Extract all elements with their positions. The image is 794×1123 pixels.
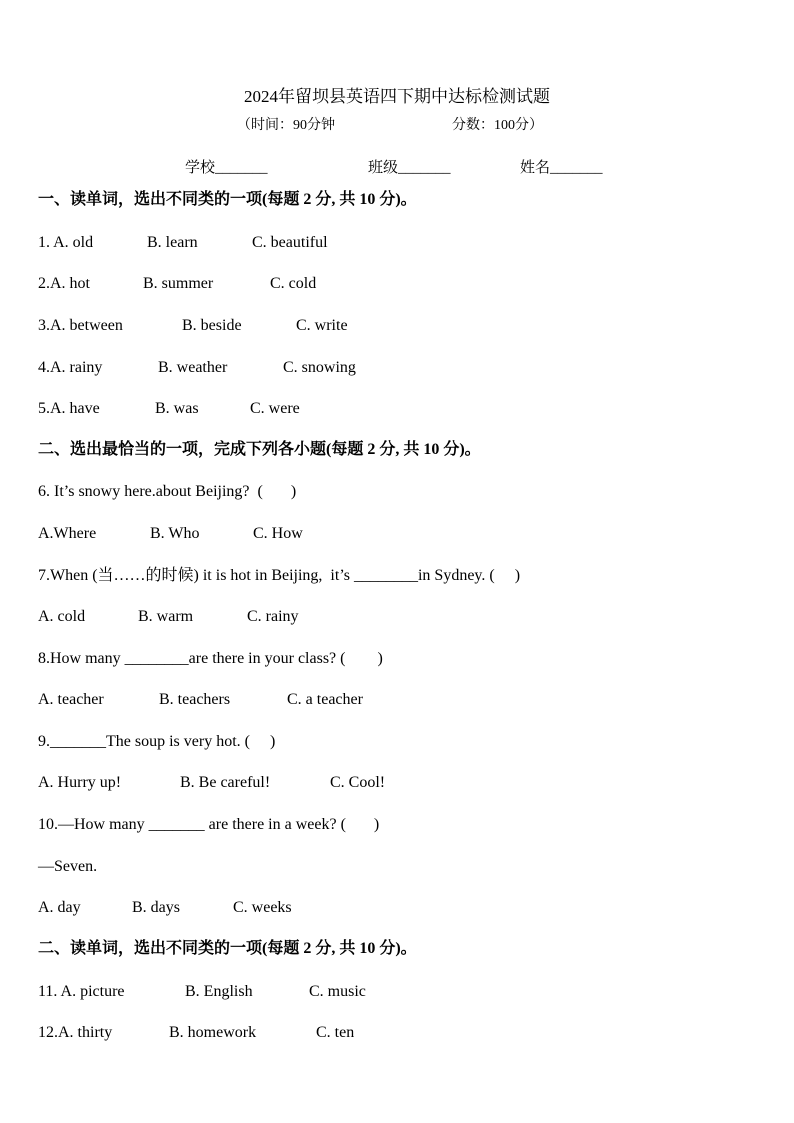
item-option-b: B. beside <box>182 317 242 334</box>
section-heading: 一、读单词，选出不同类的一项(每题 2 分, 共 10 分)。 <box>38 191 417 208</box>
option-b: B. teachers <box>159 691 231 708</box>
item-option-c: C. cold <box>270 275 317 292</box>
option-a: A. cold <box>38 608 86 625</box>
item-option-c: C. beautiful <box>252 234 328 251</box>
page-title: 2024年留坝县英语四下期中达标检测试题 <box>244 87 550 106</box>
option-c: C. weeks <box>233 899 292 916</box>
item-option-b: B. summer <box>143 275 214 292</box>
option-c: C. How <box>253 525 303 542</box>
class-field: 班级_______ <box>368 160 451 176</box>
option-b: B. Be careful! <box>180 774 271 791</box>
item-option-b: B. was <box>155 400 199 417</box>
item-option-b: B. English <box>185 983 253 1000</box>
item-option-a: 5.A. have <box>38 400 100 417</box>
item-option-c: C. ten <box>316 1024 355 1041</box>
option-a: A.Where <box>38 525 97 542</box>
question-extra: —Seven. <box>38 858 98 875</box>
item-option-a: 4.A. rainy <box>38 359 103 376</box>
question-stem: 7.When (当……的时候) it is hot in Beijing, it’s ________in Sydney. ( ) <box>38 567 521 584</box>
item-option-c: C. snowing <box>283 359 356 376</box>
section-heading: 二、读单词，选出不同类的一项(每题 2 分, 共 10 分)。 <box>38 940 417 957</box>
item-option-a: 12.A. thirty <box>38 1024 113 1041</box>
question-stem: 8.How many ________are there in your class? ( ) <box>38 650 383 667</box>
item-option-a: 3.A. between <box>38 317 123 334</box>
item-option-a: 11. A. picture <box>38 983 125 1000</box>
item-option-c: C. were <box>250 400 300 417</box>
score-info: 分数：100分） <box>452 118 543 133</box>
option-b: B. Who <box>150 525 200 542</box>
option-b: B. warm <box>138 608 194 625</box>
question-stem: 6. It’s snowy here.about Beijing? ( ) <box>38 483 297 500</box>
item-option-b: B. weather <box>158 359 228 376</box>
option-a: A. teacher <box>38 691 104 708</box>
section-heading: 二、选出最恰当的一项，完成下列各小题(每题 2 分, 共 10 分)。 <box>38 441 481 458</box>
time-info: （时间：90分钟 <box>237 118 335 133</box>
option-c: C. a teacher <box>287 691 363 708</box>
option-a: A. day <box>38 899 81 916</box>
option-c: C. Cool! <box>330 774 386 791</box>
item-option-c: C. music <box>309 983 366 1000</box>
option-c: C. rainy <box>247 608 299 625</box>
option-b: B. days <box>132 899 180 916</box>
item-option-a: 1. A. old <box>38 234 94 251</box>
option-a: A. Hurry up! <box>38 774 122 791</box>
item-option-a: 2.A. hot <box>38 275 90 292</box>
question-stem: 10.—How many _______ are there in a week? ( ) <box>38 816 380 833</box>
name-field: 姓名_______ <box>520 160 603 176</box>
school-field: 学校_______ <box>185 160 268 176</box>
item-option-b: B. learn <box>147 234 198 251</box>
item-option-b: B. homework <box>169 1024 257 1041</box>
item-option-c: C. write <box>296 317 348 334</box>
question-stem: 9._______The soup is very hot. ( ) <box>38 733 276 750</box>
